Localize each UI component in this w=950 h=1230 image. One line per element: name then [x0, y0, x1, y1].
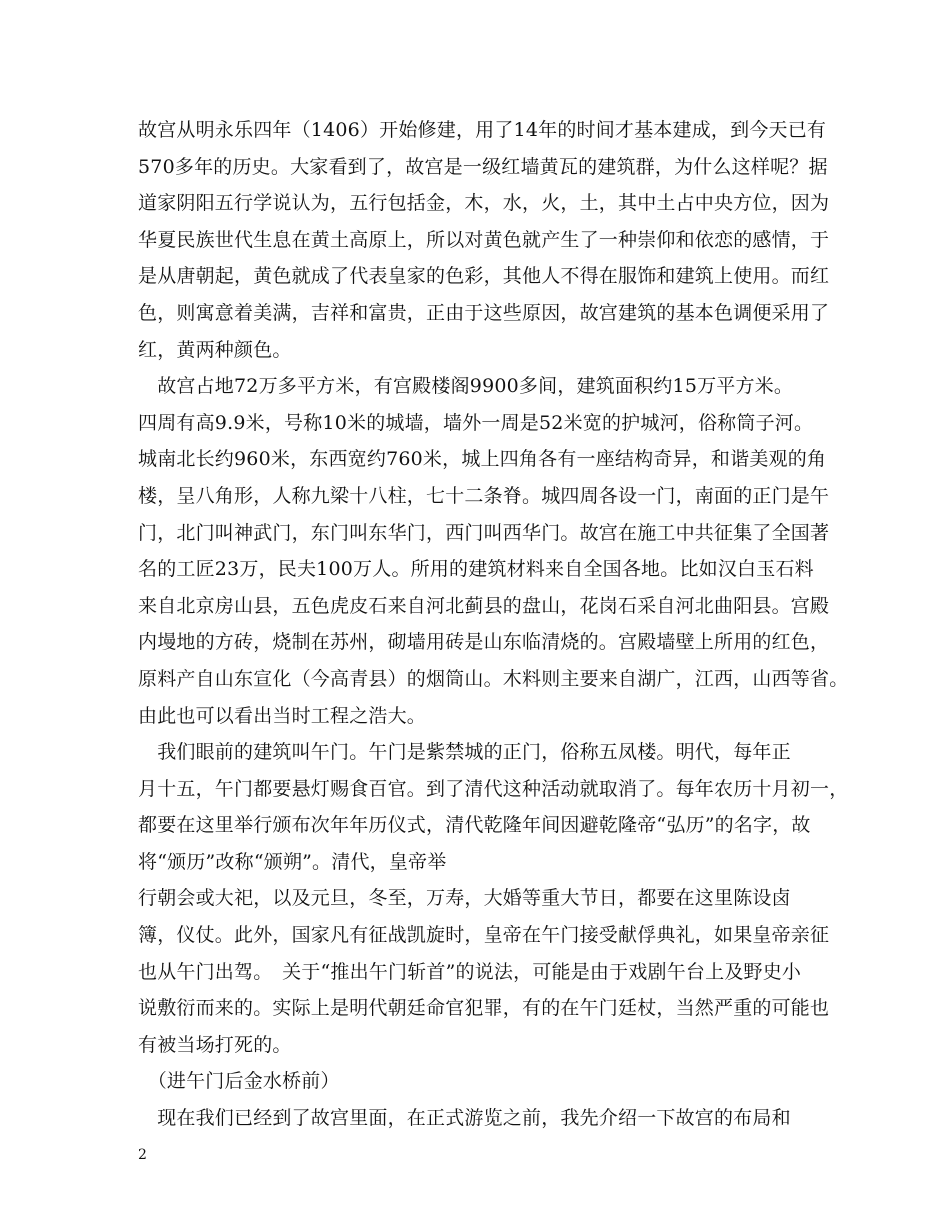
text-line: 都要在这里举行颁布次年年历仪式，清代乾隆年间因避乾隆帝“弘历”的名字，故	[138, 814, 811, 837]
text-line: 故宫从明永乐四年（1406）开始修建，用了14年的时间才基本建成，到今天已有	[138, 119, 827, 141]
text-line: 有被当场打死的。	[138, 1033, 292, 1056]
text-line: 故宫占地72万多平方米，有宫殿楼阁9900多间，建筑面积约15万平方米。	[138, 375, 794, 398]
text-line: 道家阴阳五行学说认为，五行包括金，木，水，火，土，其中土占中央方位，因为	[138, 192, 830, 215]
text-line: 行朝会或大祀，以及元旦，冬至，万寿，大婚等重大节日，都要在这里陈设卤	[138, 887, 791, 910]
text-line: 现在我们已经到了故宫里面，在正式游览之前，我先介绍一下故宫的布局和	[138, 1107, 791, 1130]
text-line: 门，北门叫神武门，东门叫东华门，西门叫西华门。故宫在施工中共征集了全国著	[138, 521, 830, 544]
text-line: 来自北京房山县，五色虎皮石来自河北蓟县的盘山，花岗石采自河北曲阳县。宫殿	[138, 594, 830, 617]
text-line: 簿，仪仗。此外，国家凡有征战凯旋时，皇帝在午门接受献俘典礼，如果皇帝亲征	[138, 924, 830, 947]
text-line: 将“颁历”改称“颁朔”。清代，皇帝举	[138, 850, 447, 873]
text-line: 是从唐朝起，黄色就成了代表皇家的色彩，其他人不得在服饰和建筑上使用。而红	[138, 265, 830, 288]
text-line: 月十五，午门都要悬灯赐食百官。到了清代这种活动就取消了。每年农历十月初一，	[138, 777, 849, 800]
text-line: 城南北长约960米，东西宽约760米，城上四角各有一座结构奇异，和谐美观的角	[138, 448, 827, 471]
body-text	[138, 112, 849, 1137]
text-line: 名的工匠23万，民夫100万人。所用的建筑材料来自全国各地。比如汉白玉石料	[138, 558, 814, 581]
text-line: 红，黄两种颜色。	[138, 338, 292, 361]
text-line: 也从午门出驾。 关于“推出午门斩首”的说法，可能是由于戏剧午台上及野史小	[138, 960, 802, 983]
text-line: 570多年的历史。大家看到了，故宫是一级红墙黄瓦的建筑群，为什么这样呢？据	[138, 155, 828, 178]
text-line: （进午门后金水桥前）	[138, 1070, 340, 1093]
text-line: 我们眼前的建筑叫午门。午门是紫禁城的正门，俗称五凤楼。明代，每年正	[138, 741, 791, 764]
text-line: 四周有高9.9米，号称10米的城墙，墙外一周是52米宽的护城河，俗称筒子河。	[138, 411, 814, 434]
page-number: 2	[138, 1147, 147, 1163]
text-line: 由此也可以看出当时工程之浩大。	[138, 704, 427, 727]
text-line: 色，则寓意着美满，吉祥和富贵，正由于这些原因，故宫建筑的基本色调便采用了	[138, 301, 830, 324]
text-line: 华夏民族世代生息在黄土高原上，所以对黄色就产生了一种崇仰和依恋的感情，于	[138, 228, 830, 251]
text-line: 内墁地的方砖，烧制在苏州，砌墙用砖是山东临清烧的。宫殿墙壁上所用的红色，	[138, 631, 830, 654]
text-line: 原料产自山东宣化（今高青县）的烟筒山。木料则主要来自湖广，江西，山西等省。	[138, 667, 849, 690]
text-line: 说敷衍而来的。实际上是明代朝廷命官犯罪，有的在午门廷杖，当然严重的可能也	[138, 997, 830, 1020]
text-line: 楼，呈八角形，人称九梁十八柱，七十二条脊。城四周各设一门，南面的正门是午	[138, 484, 830, 507]
